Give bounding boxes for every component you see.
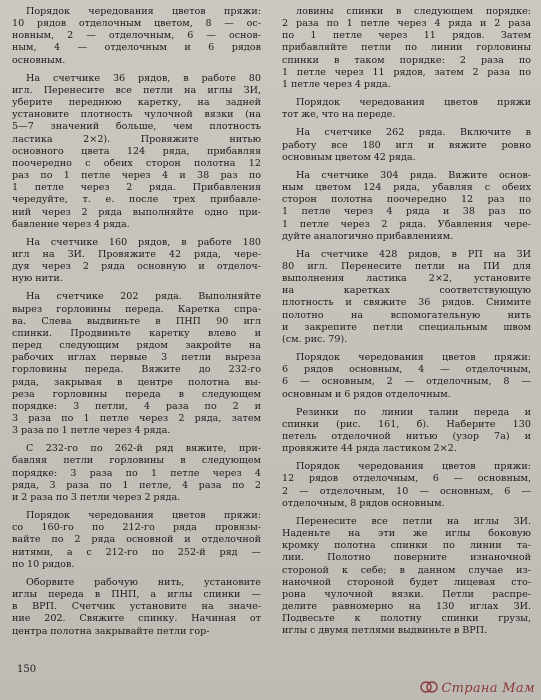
text-line: игл. Перенесите все петли на иглы ЗИ, [12,84,261,96]
text-line: прибавляйте петли по линии горловины [282,42,531,54]
text-line: ную нити. [12,273,63,285]
text-line: 1 петле через 2 ряда. Убавления чере- [282,218,531,230]
watermark [420,679,535,696]
left-column [12,6,261,638]
paragraph [12,577,261,638]
text-line: 6 — основным, 2 — отделочным, 8 — [282,376,531,388]
watermark-text: Страна Мам [441,681,535,696]
text-line: делите равномерно на 130 иглах ЗИ. [282,601,531,613]
text-line: 3 раза по 1 петле через 4 ряда. [12,425,171,437]
text-line: отделочным, 8 рядов основным. [282,497,445,509]
text-line: 2 — отделочным, 10 — основным, 6 — [282,485,531,497]
text-line: бавляя петли горловины в следующем [12,455,261,467]
text-line: основным. [12,54,66,66]
text-line: по 1 петле через 11 рядов. Затем [282,30,531,42]
text-line: порядке: 3 петли, 4 раза по 2 и [12,400,261,412]
text-line: иглы переда в ПНП, а иглы спинки — [12,589,261,601]
paragraph [282,516,531,638]
paragraph [282,170,531,243]
text-line: Резинки по линии талии переда и [296,406,531,418]
text-line: 80 игл. Перенесите петли на ПИ для [282,260,531,272]
text-line: стороной к себе; в данном случае из- [282,564,531,576]
text-line: основным и 6 рядов отделочным. [282,388,451,400]
text-line: Порядок чередования цветов пряжи [296,97,531,109]
paragraph [282,97,531,121]
text-line: сторон полотна поочередно 12 раз по [282,194,531,206]
text-line: игл на ЗИ. Провяжите 42 ряда, чере- [12,248,261,260]
text-line: Подвесьте к полотну спинки грузы, [282,613,531,625]
text-line: и 2 раза по 3 петли через 2 ряда. [12,491,181,503]
text-line: спинки в таком порядке: 2 раза по [282,54,531,66]
text-line: по 10 рядов. [12,558,75,570]
text-line: 1 петле через 4 ряда и 38 раз по [282,206,531,218]
text-line: наночной стороной будет лицевая сто- [282,576,531,588]
paragraph [12,443,261,504]
text-line: Наденьте на эти же иглы боковую [282,528,531,540]
text-line: ряда, 3 раза по 1 петле, 4 раза по 2 [12,479,261,491]
text-line: На счетчике 36 рядов, в работе 80 [26,72,261,84]
text-line: ным, 4 — отделочным и 6 рядов [12,42,261,54]
text-line: спинки (рис. 161, б). Наберите 130 [282,418,531,430]
text-line: полотно на вспомогательную нить [282,309,531,321]
text-line: ний через 2 ряда выполняйте одно при- [12,206,261,218]
text-line: со 160-го по 212-го ряда провязы- [12,522,261,534]
paragraph [12,73,261,231]
text-line: 1 петле через 11 рядов, затем 2 раза по [282,66,531,78]
paragraph [282,6,531,91]
text-line: плотность и свяжите 36 рядов. Снимите [282,297,531,309]
paragraph [282,127,531,163]
text-line: С 232-го по 262-й ряд вяжите, при- [26,443,261,455]
text-line: перед следующим рядом закройте на [12,340,261,352]
text-line: тот же, что на переде. [282,109,396,121]
text-line: (см. рис. 79). [282,333,348,345]
text-line: рабочих иглах первые 3 петли выреза [12,352,261,364]
text-line: поочередно с обеих сторон полотна 12 [12,157,261,169]
paragraph [282,352,531,401]
text-line: ластика 2×2). Провяжите нитью [12,133,261,145]
text-line: Перенесите все петли на иглы ЗИ. [296,515,531,527]
text-line: дуйте аналогично прибавлениям. [282,230,454,242]
paragraph [12,291,261,437]
text-line: рона чулочной вязки. Петли распре- [282,588,531,600]
text-line: реза горловины переда в следующем [12,388,261,400]
text-line: 1 петле через 2 ряда. Прибавления [12,182,261,194]
text-line: Порядок чередования цветов пряжи: [26,6,261,17]
text-line: работу все 180 игл и вяжите ровно [282,139,531,151]
text-line: вайте по 2 ряда основной и отделочной [12,534,261,546]
text-line: петель отделочной нитью (узор 7а) и [282,431,531,442]
text-line: На счетчике 160 рядов, в работе 180 [26,236,261,248]
page-number: 150 [17,664,37,675]
paragraph [12,237,261,286]
text-line: На счетчике 202 ряда. Выполняйте [26,291,261,303]
text-line: На счетчике 262 ряда. Включите в [296,127,531,139]
text-line: чередуйте, т. е. после трех прибавле- [12,194,261,206]
text-line: вырез горловины переда. Каретка спра- [12,303,261,315]
right-column [282,6,531,638]
text-line: кромку полотна спинки по линии та- [282,540,531,552]
text-line: 3 раза по 1 петле через 2 ряда, затем [12,413,261,424]
text-line: центра полотна закрывайте петли гор- [12,625,210,637]
text-line: провяжите 44 ряда ластиком 2×2. [282,443,457,455]
text-line: уберите переднюю каретку, на задней [12,97,261,109]
text-line: основным цветом 42 ряда. [282,151,416,163]
text-line: 10 рядов отделочным цветом, 8 — ос- [12,18,261,30]
text-line: ным цветом 124 ряда, убавляя с обеих [282,182,531,194]
text-line: установите плотность чулочной вязки (на [12,109,261,121]
text-line: Порядок чередования цветов пряжи: [26,510,261,522]
text-line: ряда, закрывая в центре полотна вы- [12,376,261,388]
text-line: и закрепите петли специальным швом [282,321,531,333]
text-line: 12 рядов отделочным, 6 — основным, [282,473,531,485]
text-line: выполнения ластика 2×2, установите [282,273,531,285]
text-line: На счетчике 304 ряда. Вяжите основ- [296,169,531,181]
text-line: раз по 1 петле через 4 и 38 раз по [12,170,261,182]
text-line: ловины спинки в следующем порядке: [296,6,531,17]
text-line: в ВРП. Счетчик установите на значе- [12,601,261,613]
text-line: на каретках соответствующую [282,285,531,297]
text-line: 6 рядов основным, 4 — отделочным, [282,364,531,376]
text-line: ние 202. Свяжите спинку. Начиная от [12,613,261,625]
text-line: 2 раза по 1 петле через 4 ряда и 2 раза [282,18,531,30]
watermark-logo-icon [420,679,438,695]
text-line: бавление через 4 ряда. [12,218,130,230]
text-line: иглы с двумя петлями выдвиньте в ВРП. [282,625,488,637]
paragraph [282,249,531,346]
text-line: 5—7 значений больше, чем плотность [12,121,261,133]
paragraph [282,407,531,456]
text-line: дуя через 2 ряда основную и отделоч- [12,261,261,273]
paragraph [282,461,531,510]
text-line: Оборвите рабочую нить, установите [26,576,261,588]
text-line: Порядок чередования цветов пряжи: [296,461,531,473]
text-line: нитями, а с 212-го по 252-й ряд — [12,546,261,558]
paragraph [12,510,261,571]
text-line: спинки. Продвиньте каретку влево и [12,327,261,339]
text-line: порядке: 3 раза по 1 петле через 4 [12,467,261,479]
text-line: Порядок чередования цветов пряжи: [296,352,531,364]
text-line: лии. Полотно поверните изнаночной [282,552,531,564]
text-line: На счетчике 428 рядов, в РП на ЗИ [296,248,531,260]
text-line: основного цвета 124 ряда, прибавляя [12,145,261,157]
text-line: новным, 2 — отделочным, 6 — основ- [12,30,261,42]
text-columns [12,6,531,638]
text-line: 1 петле через 4 ряда. [282,78,391,90]
paragraph [12,6,261,67]
text-line: ва. Слева выдвиньте в ПНП 90 игл [12,315,261,327]
text-line: горловины переда. Вяжите до 232-го [12,364,261,376]
